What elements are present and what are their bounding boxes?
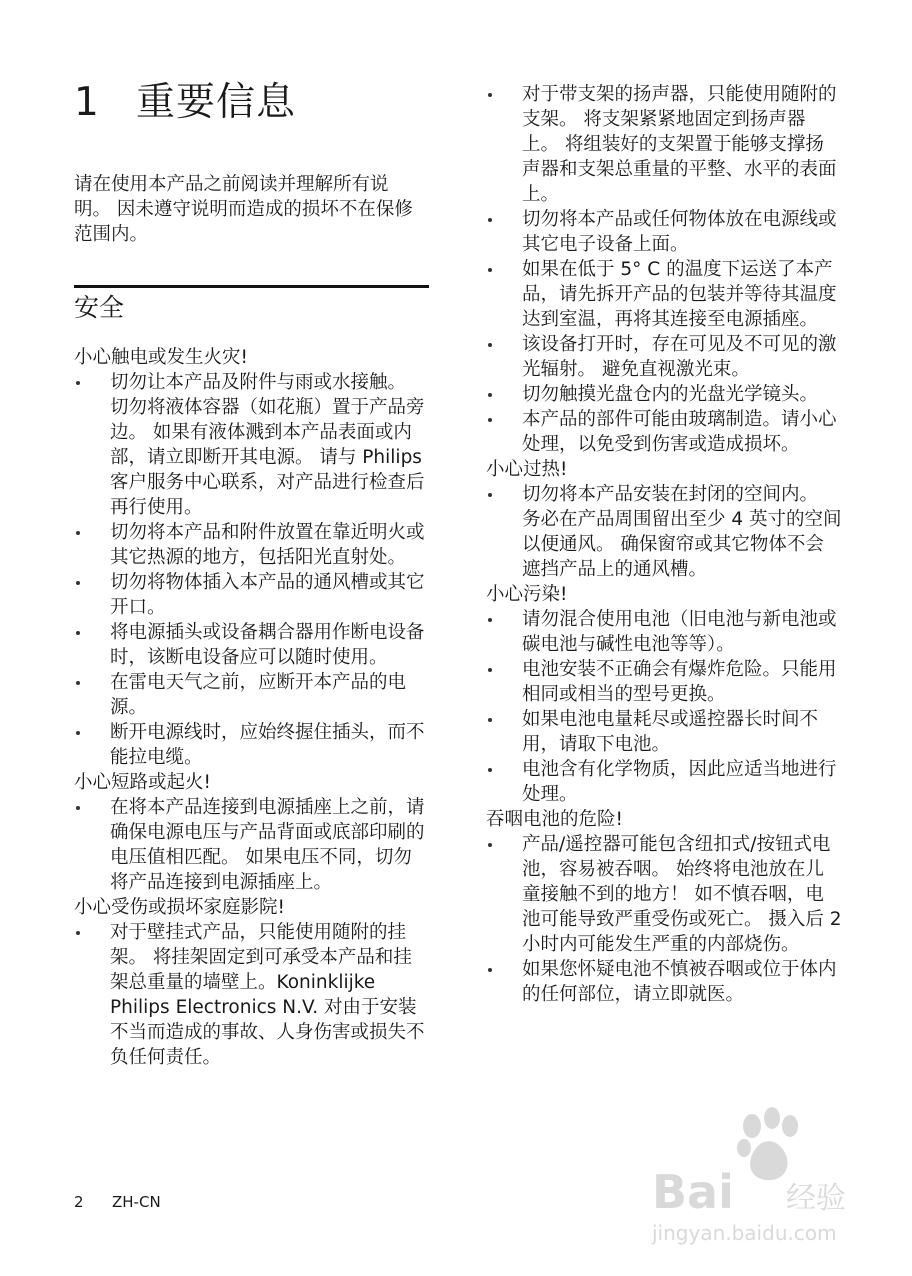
bullet-icon xyxy=(488,668,492,672)
warning-heading: 小心过热! xyxy=(486,459,568,480)
chapter-heading xyxy=(74,78,296,128)
bullet-icon xyxy=(76,531,80,535)
list-item-text: 如果您怀疑电池不慎被吞咽或位于体内的任何部位，请立即就医。 xyxy=(522,959,837,1005)
list-item-text: 该设备打开时，存在可见及不可见的激光辐射。 避免直视激光束。 xyxy=(522,334,837,380)
bullet-icon xyxy=(488,843,492,847)
bullet-icon xyxy=(488,343,492,347)
list-item xyxy=(74,370,430,520)
warning-heading: 小心污染! xyxy=(486,584,568,605)
bullet-icon xyxy=(488,418,492,422)
bullet-icon xyxy=(76,581,80,585)
bullet-icon xyxy=(76,806,80,810)
bullet-list xyxy=(74,370,430,770)
bullet-icon xyxy=(76,381,80,385)
list-item xyxy=(486,82,842,207)
bullet-list xyxy=(74,920,430,1070)
bullet-icon xyxy=(488,618,492,622)
bullet-icon xyxy=(76,681,80,685)
list-item-text: 产品/遥控器可能包含纽扣式/按钮式电池，容易被吞咽。 始终将电池放在儿童接触不到的地方！ 如不慎吞咽，电池可能导致严重受伤或死亡。 摄入后 2 小时内可能发生严重的内部烧伤。 xyxy=(522,834,842,955)
list-item-text: 电池安装不正确会有爆炸危险。只能用相同或相当的型号更换。 xyxy=(522,659,837,705)
bullet-icon xyxy=(488,218,492,222)
list-item-text: 对于带支架的扬声器，只能使用随附的支架。 将支架紧紧地固定到扬声器上。 将组装好的支架置于能够支撑扬声器和支架总重量的平整、水平的表面上。 xyxy=(522,84,837,205)
bullet-list xyxy=(486,482,842,582)
list-item xyxy=(486,707,842,757)
warning-heading: 小心受伤或损坏家庭影院! xyxy=(74,897,285,918)
section-divider xyxy=(74,285,429,288)
list-item-text: 断开电源线时，应始终握住插头，而不能拉电缆。 xyxy=(110,722,425,768)
list-item xyxy=(486,482,842,582)
chapter-number: 1 xyxy=(74,80,100,125)
bullet-icon xyxy=(488,268,492,272)
list-item xyxy=(74,520,430,570)
list-item xyxy=(486,407,842,457)
bullet-icon xyxy=(488,718,492,722)
list-item xyxy=(486,382,842,407)
list-item-text: 切勿将物体插入本产品的通风槽或其它开口。 xyxy=(110,572,425,618)
bullet-list xyxy=(486,82,842,457)
svg-text:Bai: Bai xyxy=(652,1165,734,1219)
list-item xyxy=(486,657,842,707)
list-item xyxy=(486,207,842,257)
list-item xyxy=(486,332,842,382)
section-title: 安全 xyxy=(74,293,125,322)
list-item-text: 将电源插头或设备耦合器用作断电设备时，该断电设备应可以随时使用。 xyxy=(110,622,425,668)
right-content xyxy=(486,82,842,1007)
bullet-list xyxy=(486,607,842,807)
list-item-text: 在将本产品连接到电源插座上之前，请确保电源电压与产品背面或底部印刷的电压值相匹配。 如果电压不同，切勿将产品连接到电源插座上。 xyxy=(110,797,425,893)
list-item-text: 如果电池电量耗尽或遥控器长时间不用，请取下电池。 xyxy=(522,709,819,755)
list-item xyxy=(486,607,842,657)
list-item-text: 对于壁挂式产品，只能使用随附的挂架。 将挂架固定到可承受本产品和挂架总重量的墙壁上。Koninklijke Philips Electronics N.V. 对由于安装不当而造成的事故、人身伤害或损失不负任何责任。 xyxy=(110,922,425,1068)
list-item-text: 在雷电天气之前，应断开本产品的电源。 xyxy=(110,672,407,718)
page-number: 2 xyxy=(74,1193,84,1211)
list-item xyxy=(74,570,430,620)
bullet-icon xyxy=(488,968,492,972)
list-item xyxy=(74,720,430,770)
list-item xyxy=(486,757,842,807)
warning-heading: 吞咽电池的危险! xyxy=(486,809,623,830)
list-item-text: 切勿将本产品或任何物体放在电源线或其它电子设备上面。 xyxy=(522,209,837,255)
list-item xyxy=(486,832,842,957)
list-item-text: 切勿将本产品安装在封闭的空间内。 务必在产品周围留出至少 4 英寸的空间以便通风。 确保窗帘或其它物体不会遮挡产品上的通风槽。 xyxy=(522,484,842,580)
list-item xyxy=(74,670,430,720)
list-item xyxy=(74,620,430,670)
list-item-text: 本产品的部件可能由玻璃制造。请小心处理，以免受到伤害或造成损坏。 xyxy=(522,409,837,455)
list-item xyxy=(74,920,430,1070)
page-footer xyxy=(74,1193,161,1211)
bullet-icon xyxy=(488,93,492,97)
list-item xyxy=(486,257,842,332)
svg-text:jingyan.baidu.com: jingyan.baidu.com xyxy=(652,1221,837,1245)
list-item-text: 电池含有化学物质，因此应适当地进行处理。 xyxy=(522,759,837,805)
chapter-title: 重要信息 xyxy=(136,80,297,125)
list-item-text: 切勿触摸光盘仓内的光盘光学镜头。 xyxy=(522,384,819,405)
list-item-text: 切勿将本产品和附件放置在靠近明火或其它热源的地方，包括阳光直射处。 xyxy=(110,522,425,568)
bullet-icon xyxy=(76,631,80,635)
bullet-list xyxy=(74,795,430,895)
bullet-icon xyxy=(76,731,80,735)
list-item-text: 请勿混合使用电池（旧电池与新电池或碳电池与碱性电池等等）。 xyxy=(522,609,837,655)
list-item-text: 如果在低于 5° C 的温度下运送了本产品，请先拆开产品的包装并等待其温度达到室温，再将其连接至电源插座。 xyxy=(522,259,837,330)
left-content xyxy=(74,345,430,1070)
bullet-icon xyxy=(488,393,492,397)
bullet-icon xyxy=(76,931,80,935)
list-item xyxy=(74,795,430,895)
language-code: ZH-CN xyxy=(112,1193,161,1211)
bullet-icon xyxy=(488,768,492,772)
bullet-icon xyxy=(488,493,492,497)
intro-paragraph: 请在使用本产品之前阅读并理解所有说明。 因未遵守说明而造成的损坏不在保修范围内。 xyxy=(74,174,413,245)
list-item-text: 切勿让本产品及附件与雨或水接触。 切勿将液体容器（如花瓶）置于产品旁边。 如果有液体溅到本产品表面或内部，请立即断开其电源。 请与 Philips 客户服务中心联系，对产品进行检查后再行使用。 xyxy=(110,372,425,518)
warning-heading: 小心触电或发生火灾! xyxy=(74,347,248,368)
warning-heading: 小心短路或起火! xyxy=(74,772,211,793)
svg-text:经验: 经验 xyxy=(786,1181,846,1216)
baidu-jingyan-watermark-logo xyxy=(648,1096,860,1246)
bullet-list xyxy=(486,832,842,1007)
list-item xyxy=(486,957,842,1007)
